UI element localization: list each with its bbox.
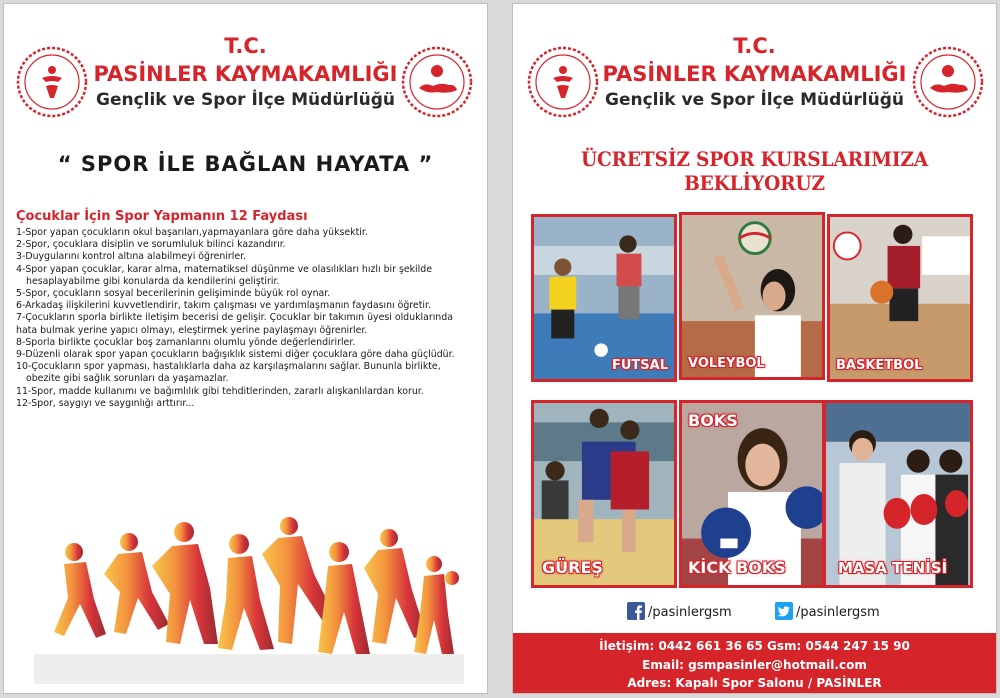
header-tc: T.C. xyxy=(733,34,776,58)
header-office: PASİNLER KAYMAKAMLIĞI xyxy=(93,62,398,86)
contact-phone: İletişim: 0442 661 36 65 Gsm: 0544 247 15 90 xyxy=(599,639,910,653)
list-item: 4-Spor yapan çocuklar, karar alma, matematiksel düşünme ve olasılıkları hızlı bir şekilde xyxy=(16,263,432,275)
right-flyer-page xyxy=(512,3,997,694)
list-item: 1-Spor yapan çocukların okul başarıları,yapmayanlara göre daha yüksektir. xyxy=(16,227,368,238)
course-label: VOLEYBOL xyxy=(688,356,765,371)
list-item: 6-Arkadaş ilişkilerini kuvvetlendirir, takım çalışması ve yardımlaşmanın faydasını öğretir. xyxy=(16,300,431,312)
twitter-icon xyxy=(775,602,793,620)
course-tile-kick-boks xyxy=(679,400,825,588)
list-item: 7-Çocukların sporla birlikte iletişim becerisi de gelişir. Çocuklar bir takımın üyesi olduklarında xyxy=(16,312,453,324)
course-tile-gures xyxy=(531,400,677,588)
list-item: 11-Spor, madde kullanımı ve bağımlılık gibi tehditlerinden, zararlı alışkanlılardan korur. xyxy=(16,385,424,397)
turkey-map-logo-icon xyxy=(912,46,984,118)
turkey-map-logo-icon xyxy=(401,46,473,118)
header-directorate: Gençlik ve Spor İlçe Müdürlüğü xyxy=(95,90,396,110)
right-header xyxy=(513,34,996,124)
list-item: 2-Spor, çocuklara disiplin ve sorumluluk bilinci kazandırır. xyxy=(16,239,286,251)
course-label: BASKETBOL xyxy=(836,358,923,373)
list-item: obezite gibi sağlık sorunları da yaşamazlar. xyxy=(26,373,229,385)
free-courses-banner: ÜCRETSİZ SPOR KURSLARIMIZA BEKLİYORUZ xyxy=(580,147,928,195)
slogan: “ SPOR İLE BAĞLAN HAYATA ” xyxy=(57,152,434,176)
contact-email[interactable]: Email: gsmpasinler@hotmail.com xyxy=(642,657,867,672)
basketbol-photo xyxy=(830,217,970,379)
list-item: 12-Spor, saygıyı ve saygınlığı arttırır... xyxy=(16,397,195,409)
list-item: 8-Sporla birlikte çocuklar boş zamanlarını olumlu yönde değerlendirirler. xyxy=(16,336,356,348)
course-label: MASA TENİSİ xyxy=(838,559,948,577)
course-label: FUTSAL xyxy=(611,358,668,373)
list-item: 10-Çocukların spor yapması, hastalıklarla daha az karşılaşmalarını sağlar. Bununla birlikte, xyxy=(16,361,441,373)
contact-footer xyxy=(513,633,996,694)
facebook-icon xyxy=(627,602,645,620)
facebook-handle[interactable] xyxy=(627,602,732,620)
voleybol-photo xyxy=(682,215,822,377)
list-item: 3-Duygularını kontrol altına alabilmeyi öğrenirler. xyxy=(16,251,247,263)
twitter-handle-text: /pasinlergsm xyxy=(796,605,880,620)
course-tile-voleybol xyxy=(679,212,825,380)
athlete-silhouettes-illustration xyxy=(34,504,464,684)
header-tc: T.C. xyxy=(224,34,267,58)
twitter-handle[interactable] xyxy=(775,602,880,620)
course-tile-masa-tenisi xyxy=(823,400,973,588)
list-item: hata bulmak yerine yapıcı olmayı, eleştirmek yerine paylaşmayı öğrenirler. xyxy=(16,324,368,336)
facebook-handle-text: /pasinlergsm xyxy=(648,605,732,620)
masa-tenisi-photo xyxy=(826,403,970,585)
course-tile-futsal xyxy=(531,214,677,382)
header-office: PASİNLER KAYMAKAMLIĞI xyxy=(602,62,907,86)
benefits-title: Çocuklar İçin Spor Yapmanın 12 Faydası xyxy=(16,209,308,224)
course-label: GÜREŞ xyxy=(542,558,603,577)
header-directorate: Gençlik ve Spor İlçe Müdürlüğü xyxy=(604,90,905,110)
list-item: 5-Spor, çocukların sosyal becerilerinin gelişiminde büyük rol oynar. xyxy=(16,288,331,300)
course-tile-basketbol xyxy=(827,214,973,382)
left-header xyxy=(4,34,487,124)
futsal-photo xyxy=(534,217,674,379)
benefits-list xyxy=(16,227,478,410)
left-flyer-page xyxy=(3,3,488,694)
list-item: 9-Düzenli olarak spor yapan çocukların bağışıklık sistemi diğer çocuklara göre daha güçlüdür. xyxy=(16,349,455,361)
course-label: KİCK BOKS xyxy=(688,558,786,577)
course-top-label: BOKS xyxy=(688,411,738,430)
list-item: hesaplayabilme gibi konularda da kendilerini geliştirir. xyxy=(26,275,280,287)
contact-address: Adres: Kapalı Spor Salonu / PASİNLER xyxy=(627,676,882,690)
